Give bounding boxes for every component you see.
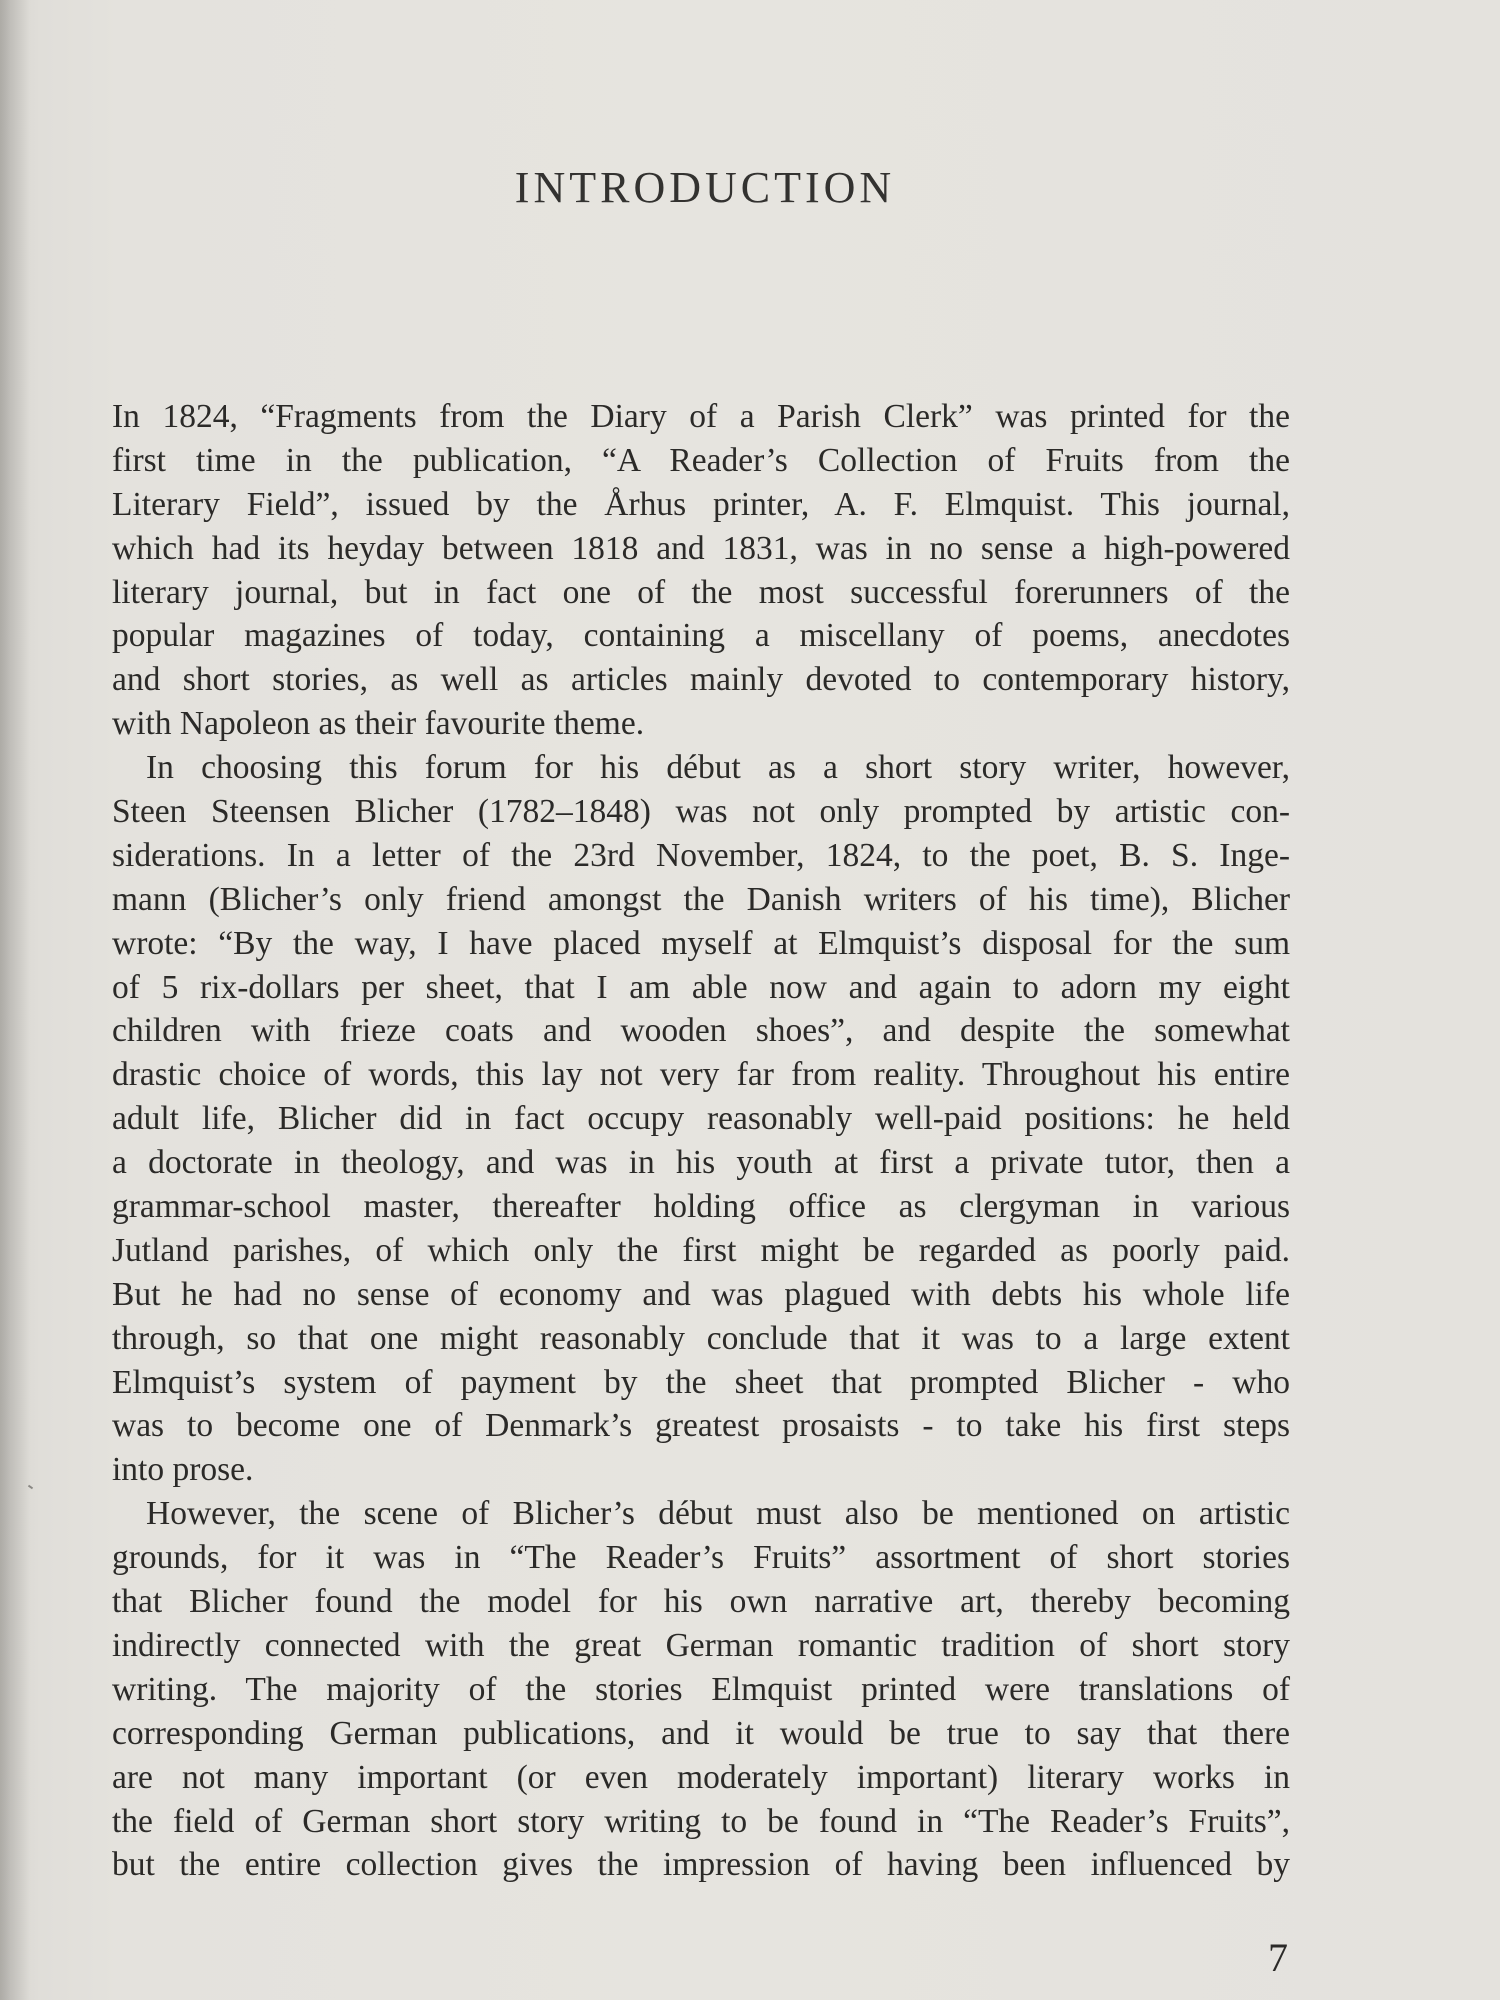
text-line: writing. The majority of the stories Elmquist printed were translations of bbox=[112, 1670, 1290, 1708]
paragraph bbox=[112, 395, 1290, 746]
text-line: a doctorate in theology, and was in his youth at first a private tutor, then a bbox=[112, 1144, 1290, 1182]
text-line: In 1824, “Fragments from the Diary of a Parish Clerk” was printed for the bbox=[112, 398, 1290, 435]
text-line: through, so that one might reasonably conclude that it was to a large extent bbox=[112, 1319, 1290, 1357]
text-line: adult life, Blicher did in fact occupy reasonably well-paid positions: he held bbox=[112, 1100, 1290, 1138]
text-line: are not many important (or even moderately important) literary works in bbox=[112, 1758, 1290, 1796]
text-line: In choosing this forum for his début as a short story writer, however, bbox=[146, 749, 1290, 787]
text-line: grounds, for it was in “The Reader’s Fruits” assortment of short stories bbox=[112, 1539, 1290, 1577]
text-line: siderations. In a letter of the 23rd November, 1824, to the poet, B. S. Inge- bbox=[112, 836, 1290, 874]
paragraph bbox=[112, 746, 1290, 1492]
text-line: However, the scene of Blicher’s début must also be mentioned on artistic bbox=[146, 1495, 1290, 1533]
text-line: which had its heyday between 1818 and 1831, was in no sense a high-powered bbox=[112, 529, 1290, 567]
body-text bbox=[112, 395, 1290, 1887]
text-line: the field of German short story writing to be found in “The Reader’s Fruits”, bbox=[112, 1802, 1290, 1840]
text-line: corresponding German publications, and it would be true to say that there bbox=[112, 1714, 1290, 1752]
text-line: Literary Field”, issued by the Århus printer, A. F. Elmquist. This journal, bbox=[112, 485, 1290, 523]
text-line: and short stories, as well as articles mainly devoted to contemporary history, bbox=[112, 661, 1290, 699]
text-line: but the entire collection gives the impression of having been influenced by bbox=[112, 1846, 1290, 1884]
text-line: Steen Steensen Blicher (1782–1848) was not only prompted by artistic con- bbox=[112, 793, 1290, 831]
page-gutter-shadow bbox=[0, 0, 30, 2000]
text-line: grammar-school master, thereafter holding office as clergyman in various bbox=[112, 1188, 1290, 1226]
text-line: children with frieze coats and wooden shoes”, and despite the somewhat bbox=[112, 1012, 1290, 1050]
text-line: was to become one of Denmark’s greatest prosaists - to take his first steps bbox=[112, 1407, 1290, 1445]
text-line: popular magazines of today, containing a miscellany of poems, anecdotes bbox=[112, 617, 1290, 655]
text-line: literary journal, but in fact one of the most successful forerunners of the bbox=[112, 573, 1290, 611]
text-line: of 5 rix-dollars per sheet, that I am able now and again to adorn my eight bbox=[112, 968, 1290, 1006]
text-line: mann (Blicher’s only friend amongst the Danish writers of his time), Blicher bbox=[112, 880, 1290, 918]
text-line: But he had no sense of economy and was plagued with debts his whole life bbox=[112, 1275, 1290, 1313]
text-line: drastic choice of words, this lay not very far from reality. Throughout his entire bbox=[112, 1056, 1290, 1094]
text-line: indirectly connected with the great German romantic tradition of short story bbox=[112, 1626, 1290, 1664]
text-line: wrote: “By the way, I have placed myself at Elmquist’s disposal for the sum bbox=[112, 924, 1290, 962]
text-line: with Napoleon as their favourite theme. bbox=[112, 705, 645, 743]
paragraph bbox=[112, 1492, 1290, 1887]
chapter-heading: INTRODUCTION bbox=[514, 163, 896, 212]
page-number: 7 bbox=[1268, 1935, 1288, 1980]
text-line: that Blicher found the model for his own narrative art, thereby becoming bbox=[112, 1583, 1290, 1621]
text-line: Jutland parishes, of which only the first might be regarded as poorly paid. bbox=[112, 1231, 1290, 1269]
text-line: into prose. bbox=[112, 1451, 254, 1489]
text-line: first time in the publication, “A Reader’s Collection of Fruits from the bbox=[112, 441, 1290, 479]
text-line: Elmquist’s system of payment by the sheet that prompted Blicher - who bbox=[112, 1363, 1290, 1401]
